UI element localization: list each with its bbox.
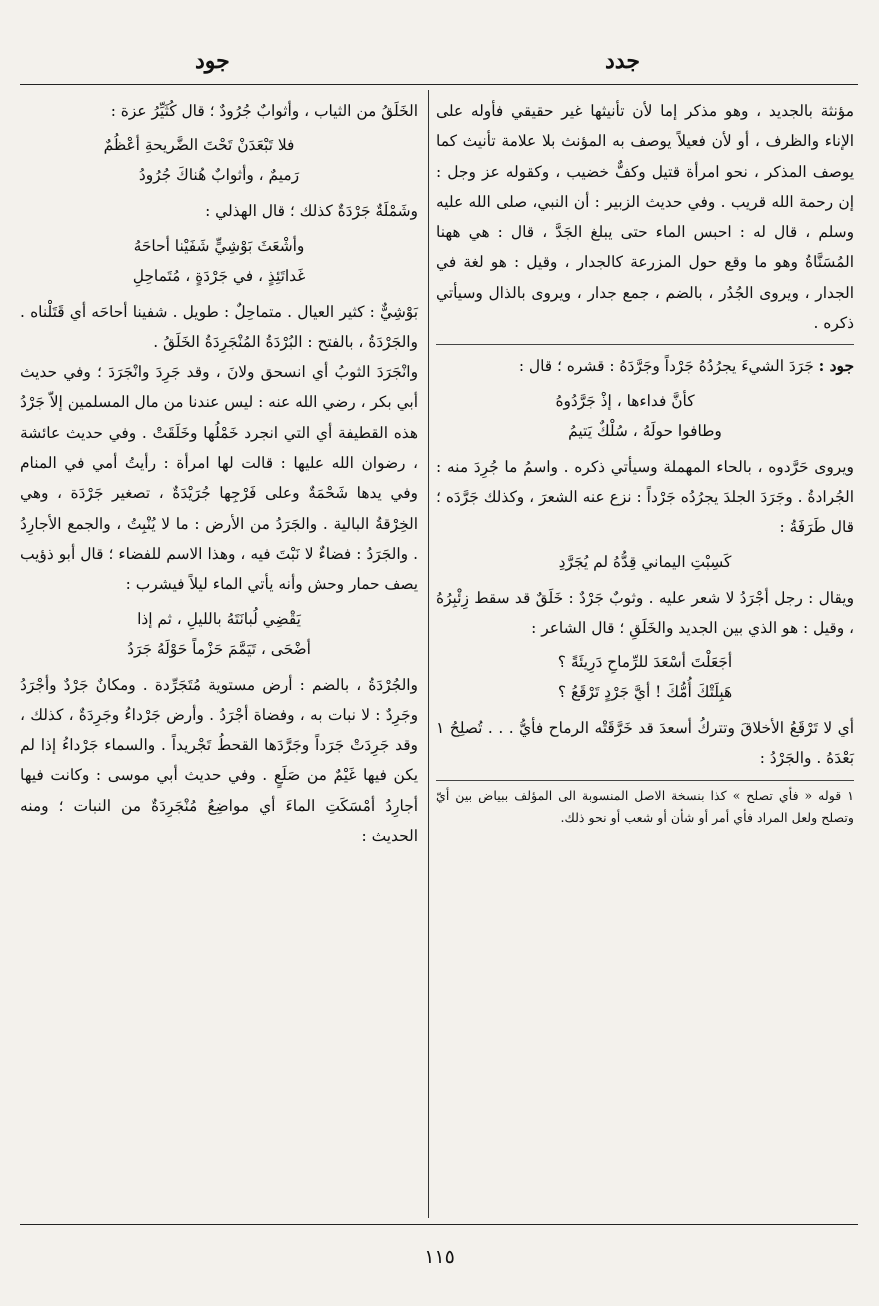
right-verse-1 <box>436 386 854 446</box>
left-column <box>20 96 418 851</box>
right-paragraph-4: ويقال : رجل أجْرَدُ لا شعر عليه . وثوبٌ جَرْدٌ : خَلَقٌ قد سقط زِئْبِرُهُ ، وقيل : هو الذي بين الجديد والخَلَقِ ؛ قال الشاعر : <box>436 588 854 637</box>
verse-line: رَميمٌ ، وأثوابٌ هُناكَ جُرُودُ <box>138 166 300 185</box>
verse-line: غَداتَئِذٍ ، في جَرْدَةٍ ، مُتَماحِلِ <box>132 266 306 285</box>
left-verse-1 <box>20 130 418 190</box>
left-paragraph-1: الخَلَقُ من الثياب ، وأثوابٌ جُرُودٌ ؛ قال كُثَيِّرُ عزة : <box>110 102 418 120</box>
bottom-rule <box>20 1224 858 1225</box>
right-paragraph-2 <box>436 351 854 381</box>
verse-line: كأنَّ فداءها ، إذْ جَرَّدُوهُ <box>555 391 695 410</box>
footnote: ١ قوله « فأي تصلح » كذا بنسخة الاصل المنسوبة الى المؤلف ببياض بين أيّ وتصلح ولعل المراد فأي أمر أو شأن أو شعب أو نحو ذلك. <box>436 780 854 829</box>
header-root-left: جود <box>195 48 230 74</box>
left-verse-2 <box>20 231 418 291</box>
entry-definition: جَرَدَ الشيءَ يجرُدُهُ جَرْداً وجَرَّدَهُ : قشره ؛ قال : <box>518 357 814 376</box>
left-verse-3 <box>20 604 418 664</box>
right-paragraph-5: أي لا تَرْقَعُ الأخلاقَ وتتركُ أسعدَ قد خَرَّقَتْه الرماح فأيُّ . . . تُصلِحُ ١ بَعْدَهُ . والجَرْدُ : <box>436 719 854 768</box>
entry-separator <box>436 344 854 345</box>
verse-line: أجَعَلْتَ أسْعَدَ للرِّماحِ دَرِيئَةً ؟ <box>557 653 733 672</box>
verse-line: كَسِبْتِ اليماني قِدُّهُ لم يُجَرَّدِ <box>558 552 732 571</box>
right-verse-2 <box>436 547 854 577</box>
verse-line: أضْحَى ، تَيَمَّمَ حَزْماً حَوْلَهُ جَرَدُ <box>127 639 311 658</box>
right-paragraph-3: ويروى حَرَّدوه ، بالحاء المهملة وسيأتي ذكره . واسمُ ما جُرِدَ منه : الجُرادةُ . وجَرَدَ الجلدَ يجرُدُه جَرْداً : نزع عنه الشعرَ ، وكذلك جَرَّدَه ؛ قال طَرَفَةُ : <box>436 457 854 537</box>
right-verse-3 <box>436 647 854 707</box>
page-number: ١١٥ <box>424 1246 455 1268</box>
column-divider <box>428 90 429 1218</box>
left-paragraph-5: والجُرْدَةُ ، بالضم : أرض مستوية مُتَجَرِّدة . ومكانٌ جَرْدٌ وأجْرَدُ وجَرِدٌ : لا نبات به ، وفضاة أجْرَدُ . وأرض جَرْداءُ وجَرِدَةٌ ، كذلك ، وقد جَرِدَتْ جَرَداً وجَرَّدَها القحطُ تَجْريداً . والسماء جَرْداءُ إذا لم يكن فيها غَيْمٌ من صَلَعٍ . وفي حديث أبي موسى : وكانت فيها أجارِدُ أمْسَكَتِ الماءَ أي مواضِعُ مُنْجَرِدَةٌ من النبات ؛ ومنه الحديث : <box>20 675 418 846</box>
top-rule <box>20 84 858 85</box>
left-paragraph-4: وانْجَرَدَ الثوبُ أي انسحق ولانَ ، وقد جَرِدَ وانْجَرَدَ ؛ وفي حديث أبي بكر ، رضي الله عنه : ليس عندنا من مال المسلمين إلاّ جَرْدُ هذه القطيفة أي التي انجرد خَمْلُها وخَلَقَتْ . وفي حديث عائشة ، رضوان الله عليها : قالت لها امرأة : رأيتُ أمي في المنام وفي يدها شَحْمَةٌ وعلى فَرْجِها جُرَيْدَةٌ ، تصغير جَرْدَة ، وهي الخِرْقةُ البالية . والجَرَدُ من الأرض : ما لا يُنْبِتُ ، والجمع الأجارِدُ . والجَرَدُ : فضاءٌ لا نَبْتَ فيه ، وهذا الاسم للفضاء ؛ قال أبو ذؤيب يصف حمار وحش وأنه يأتي الماء ليلاً فيشرب : <box>20 363 419 594</box>
header-root-right: جدد <box>605 48 640 74</box>
right-column <box>436 96 854 829</box>
verse-line: هَبِلَتْكَ أُمُّكَ ! أيَّ جَرْدٍ تَرْقَعُ ؟ <box>557 683 733 702</box>
left-paragraph-2: وشَمْلَةٌ جَرْدَةٌ كذلك ؛ قال الهذلي : <box>205 202 418 221</box>
right-paragraph-1: مؤنثة بالجديد ، وهو مذكر إما لأن تأنيثها غير حقيقي فأوله على الإناء والظرف ، أو لأن فعيلاً يوصف به المؤنث بلا علامة تأنيث كما يوصف المذكر ، نحو امرأة قتيل وكفٌّ خضيب ، وكقوله عز وجل : إن رحمة الله قريب . وفي حديث الزبير : أن النبي، صلى الله عليه وسلم ، قال له : احبس الماء حتى يبلغ الجَدَّ ، قال : هي ههنا المُسَنَّاةُ وهو ما وقع حول المزرعة كالجدار ، وقيل : هو لغة في الجدار ، ويروى الجُدُر ، بالضم ، جمع جدار ، ويروى بالذال وسيأتي ذكره . <box>436 102 854 333</box>
verse-line: فلا تَبْعَدَنْ تَحْتَ الضَّريحةِ أعْظُمٌ <box>103 136 295 155</box>
verse-line: وأشْعَثَ بَوْشِيٍّ شَفَيْنا أحاحَهُ <box>133 236 305 255</box>
entry-headword: جود : <box>818 357 854 376</box>
verse-line: يَقْضِي لُبانَتَهُ بالليلِ ، ثم إذا <box>137 609 301 628</box>
left-paragraph-3: بَوْشِيٌّ : كثير العيال . متماحِلٌ : طويل . شفينا أحاحَه أي قَتَلْناه . والجَرْدَةُ ، بالفتح : البُرْدَةُ المُنْجَرِدَةُ الخَلَقُ . <box>20 302 418 351</box>
verse-line: وطافوا حولَهُ ، سُلْكٌ يَتيمُ <box>568 421 722 440</box>
